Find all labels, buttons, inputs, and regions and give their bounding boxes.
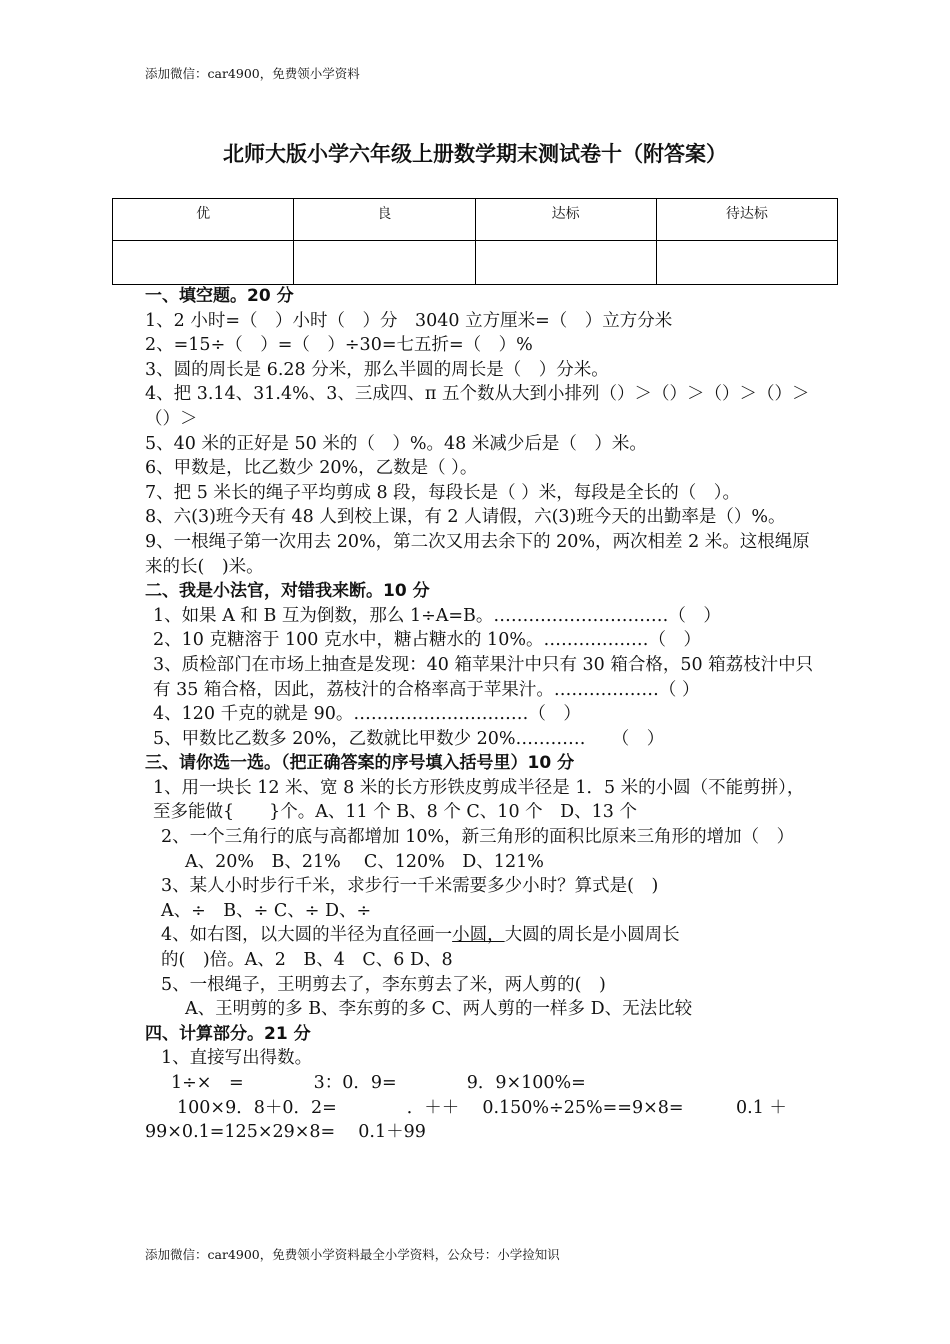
section-heading-multiple-choice: 三、请你选一选。（把正确答案的序号填入括号里）10 分 <box>145 753 575 774</box>
section-heading-fill-blank: 一、填空题。20 分 <box>145 286 294 306</box>
question-3-2: 2、一个三角行的底与高都增加 10%，新三角形的面积比原来三角形的增加（ ） <box>161 827 795 848</box>
question-1-1: 1、2 小时=（ ）小时（ ）分 3040 立方厘米=（ ）立方分米 <box>145 310 673 331</box>
question-1-3: 3、圆的周长是 6.28 分米，那么半圆的周长是（ ）分米。 <box>145 359 609 380</box>
section-heading-true-false: 二、我是小法官，对错我来断。10 分 <box>145 581 430 602</box>
grade-cell-not-pass[interactable] <box>656 241 837 285</box>
question-1-9: 9、一根绳子第一次用去 20%，第二次又用去余下的 20%，两次相差 2 米。这根绳原来的长( )米。 <box>145 531 810 577</box>
question-3-4 <box>145 923 815 948</box>
question-3-1: 1、用一块长 12 米、宽 8 米的长方形铁皮剪成半径是 1．5 米的小圆（不能剪拼），至多能做{ }个。A、11 个 B、8 个 C、10 个 D、13 个 <box>153 777 805 823</box>
question-3-4-prefix: 4、如右图，以大圆的半径为直径画一 <box>161 925 453 946</box>
subsection-direct-answer: 1、直接写出得数。 <box>161 1048 313 1069</box>
question-1-4: 4、把 3.14、31.4%、3、三成四、π 五个数从大到小排列（）＞（）＞（）＞（）＞（）＞ <box>145 384 810 429</box>
calc-line-2: 100×9．8＋0．2= ．＋＋ 0.150%÷25%==9×8= 0.1 ＋ <box>177 1097 787 1118</box>
header-note: 添加微信：car4900，免费领小学资料 <box>145 66 360 81</box>
grade-header-good: 良 <box>294 199 475 241</box>
grade-header-pass: 达标 <box>475 199 656 241</box>
question-1-7: 7、把 5 米长的绳子平均剪成 8 段，每段长是（ ）米，每段是全长的（ ）。 <box>145 482 740 503</box>
grade-header-excellent: 优 <box>113 199 294 241</box>
section-heading-calculation: 四、计算部分。21 分 <box>145 1023 311 1044</box>
question-3-4-suffix: 大圆的周长是小圆周长 <box>504 925 680 946</box>
question-3-3-options: A、÷ B、÷ C、÷ D、÷ <box>161 900 372 921</box>
grade-cell-pass[interactable] <box>475 241 656 285</box>
question-2-3: 3、质检部门在市场上抽查是发现：40 箱苹果汁中只有 30 箱合格，50 箱荔枝汁中只有 35 箱合格，因此，荔枝汁的合格率高于苹果汁。………………（ ） <box>153 654 814 700</box>
question-2-4: 4、120 千克的就是 90。…………………………（ ） <box>153 704 581 725</box>
question-2-1: 1、如果 A 和 B 互为倒数，那么 1÷A=B。…………………………（ ） <box>153 605 721 626</box>
grade-table <box>112 198 838 285</box>
grade-cell-good[interactable] <box>294 241 475 285</box>
question-3-5: 5、一根绳子，王明剪去了，李东剪去了米，两人剪的( ) <box>161 974 606 995</box>
question-3-3: 3、某人小时步行千米，求步行一千米需要多少小时？算式是( ) <box>161 876 659 897</box>
question-3-4-underlined: 小圆， <box>452 925 505 946</box>
calc-line-3: 99×0.1=125×29×8= 0.1＋99 <box>145 1122 426 1143</box>
question-1-5: 5、40 米的正好是 50 米的（ ）%。48 米减少后是（ ）米。 <box>145 433 647 454</box>
question-3-2-options: A、20% B、21% C、120% D、121% <box>185 851 544 872</box>
grade-header-not-pass: 待达标 <box>656 199 837 241</box>
grade-cell-excellent[interactable] <box>113 241 294 285</box>
question-3-5-options: A、王明剪的多 B、李东剪的多 C、两人剪的一样多 D、无法比较 <box>185 999 693 1020</box>
calc-line-1: 1÷× = 3：0．9= 9．9×100%= <box>171 1073 586 1093</box>
question-2-2: 2、10 克糖溶于 100 克水中，糖占糖水的 10%。………………（ ） <box>153 630 701 651</box>
footer-note: 添加微信：car4900，免费领小学资料最全小学资料，公众号：小学捡知识 <box>145 1247 560 1262</box>
exam-content <box>145 284 815 1145</box>
question-1-6: 6、甲数是，比乙数少 20%，乙数是（ ）。 <box>145 458 478 479</box>
question-3-4-line2: 的( )倍。A、2 B、4 C、6 D、8 <box>161 950 453 971</box>
question-1-8: 8、六(3)班今天有 48 人到校上课，有 2 人请假，六(3)班今天的出勤率是（）%。 <box>145 507 786 528</box>
page-title: 北师大版小学六年级上册数学期末测试卷十（附答案） <box>223 142 727 166</box>
question-2-5: 5、甲数比乙数多 20%，乙数就比甲数少 20%………… （ ） <box>153 728 665 749</box>
question-1-2: 2、=15÷（ ）=（ ）÷30=七五折=（ ）% <box>145 335 533 356</box>
